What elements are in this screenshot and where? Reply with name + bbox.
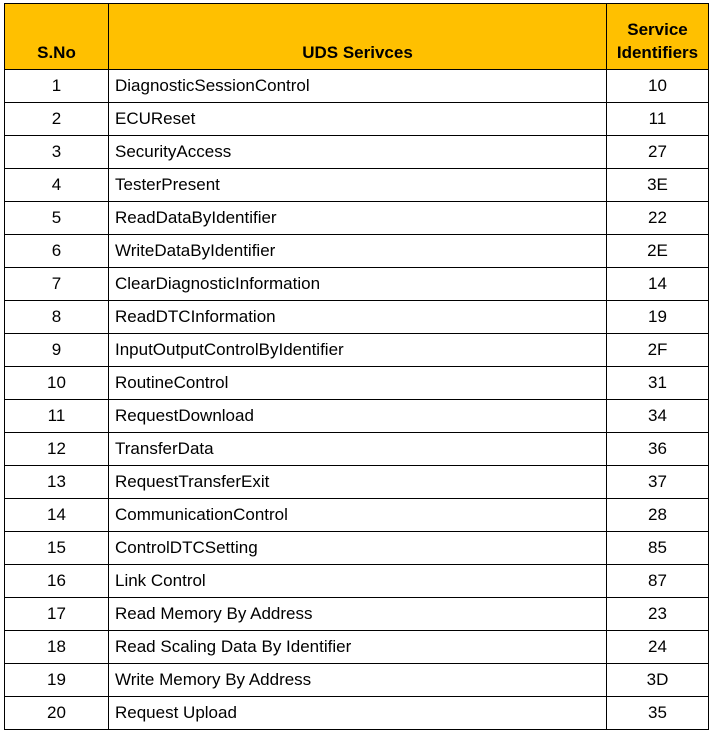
header-sno: S.No <box>5 4 109 70</box>
row-identifier-cell: 23 <box>607 598 709 631</box>
row-identifier-cell: 11 <box>607 103 709 136</box>
row-sno-cell: 6 <box>5 235 109 268</box>
row-service-cell: Request Upload <box>109 697 607 730</box>
row-service-cell: RoutineControl <box>109 367 607 400</box>
row-service-cell: CommunicationControl <box>109 499 607 532</box>
table-row <box>5 400 709 433</box>
table-row <box>5 466 709 499</box>
table-row <box>5 169 709 202</box>
row-service-cell: SecurityAccess <box>109 136 607 169</box>
header-service-identifiers <box>607 4 709 70</box>
row-service-cell: ClearDiagnosticInformation <box>109 268 607 301</box>
row-service-cell: WriteDataByIdentifier <box>109 235 607 268</box>
row-identifier-cell: 14 <box>607 268 709 301</box>
row-service-cell: ECUReset <box>109 103 607 136</box>
row-sno-cell: 18 <box>5 631 109 664</box>
row-sno-cell: 7 <box>5 268 109 301</box>
table-row <box>5 433 709 466</box>
row-service-cell: InputOutputControlByIdentifier <box>109 334 607 367</box>
table-row <box>5 235 709 268</box>
table-row <box>5 697 709 730</box>
row-service-cell: DiagnosticSessionControl <box>109 70 607 103</box>
row-identifier-cell: 36 <box>607 433 709 466</box>
row-sno-cell: 8 <box>5 301 109 334</box>
row-sno-cell: 17 <box>5 598 109 631</box>
table-row <box>5 301 709 334</box>
row-service-cell: Link Control <box>109 565 607 598</box>
table-row <box>5 631 709 664</box>
row-service-cell: TransferData <box>109 433 607 466</box>
header-service-identifiers-line2: Identifiers <box>616 43 699 62</box>
table-row <box>5 565 709 598</box>
table-row <box>5 136 709 169</box>
row-identifier-cell: 24 <box>607 631 709 664</box>
row-identifier-cell: 37 <box>607 466 709 499</box>
header-row <box>5 4 709 70</box>
uds-services-table <box>4 3 709 730</box>
row-sno-cell: 11 <box>5 400 109 433</box>
row-sno-cell: 3 <box>5 136 109 169</box>
row-sno-cell: 4 <box>5 169 109 202</box>
row-identifier-cell: 3D <box>607 664 709 697</box>
table-row <box>5 202 709 235</box>
row-service-cell: RequestTransferExit <box>109 466 607 499</box>
row-identifier-cell: 19 <box>607 301 709 334</box>
row-sno-cell: 14 <box>5 499 109 532</box>
row-sno-cell: 2 <box>5 103 109 136</box>
table-row <box>5 664 709 697</box>
row-service-cell: ReadDTCInformation <box>109 301 607 334</box>
row-service-cell: TesterPresent <box>109 169 607 202</box>
row-identifier-cell: 85 <box>607 532 709 565</box>
header-uds-services: UDS Serivces <box>109 4 607 70</box>
table-row <box>5 70 709 103</box>
row-sno-cell: 10 <box>5 367 109 400</box>
row-identifier-cell: 35 <box>607 697 709 730</box>
row-sno-cell: 1 <box>5 70 109 103</box>
row-service-cell: ReadDataByIdentifier <box>109 202 607 235</box>
table-row <box>5 268 709 301</box>
row-service-cell: ControlDTCSetting <box>109 532 607 565</box>
row-sno-cell: 5 <box>5 202 109 235</box>
table-row <box>5 103 709 136</box>
table-row <box>5 334 709 367</box>
row-identifier-cell: 34 <box>607 400 709 433</box>
row-sno-cell: 19 <box>5 664 109 697</box>
table-body <box>5 70 709 730</box>
row-sno-cell: 13 <box>5 466 109 499</box>
row-identifier-cell: 3E <box>607 169 709 202</box>
row-sno-cell: 9 <box>5 334 109 367</box>
row-sno-cell: 15 <box>5 532 109 565</box>
header-service-identifiers-line1: Service <box>627 20 688 39</box>
row-identifier-cell: 27 <box>607 136 709 169</box>
table-row <box>5 367 709 400</box>
row-identifier-cell: 31 <box>607 367 709 400</box>
row-sno-cell: 20 <box>5 697 109 730</box>
table-row <box>5 532 709 565</box>
row-identifier-cell: 2F <box>607 334 709 367</box>
row-sno-cell: 12 <box>5 433 109 466</box>
row-service-cell: Write Memory By Address <box>109 664 607 697</box>
row-identifier-cell: 22 <box>607 202 709 235</box>
table-row <box>5 598 709 631</box>
row-service-cell: Read Scaling Data By Identifier <box>109 631 607 664</box>
row-identifier-cell: 10 <box>607 70 709 103</box>
table-row <box>5 499 709 532</box>
row-service-cell: RequestDownload <box>109 400 607 433</box>
row-service-cell: Read Memory By Address <box>109 598 607 631</box>
row-identifier-cell: 28 <box>607 499 709 532</box>
row-identifier-cell: 87 <box>607 565 709 598</box>
row-identifier-cell: 2E <box>607 235 709 268</box>
row-sno-cell: 16 <box>5 565 109 598</box>
